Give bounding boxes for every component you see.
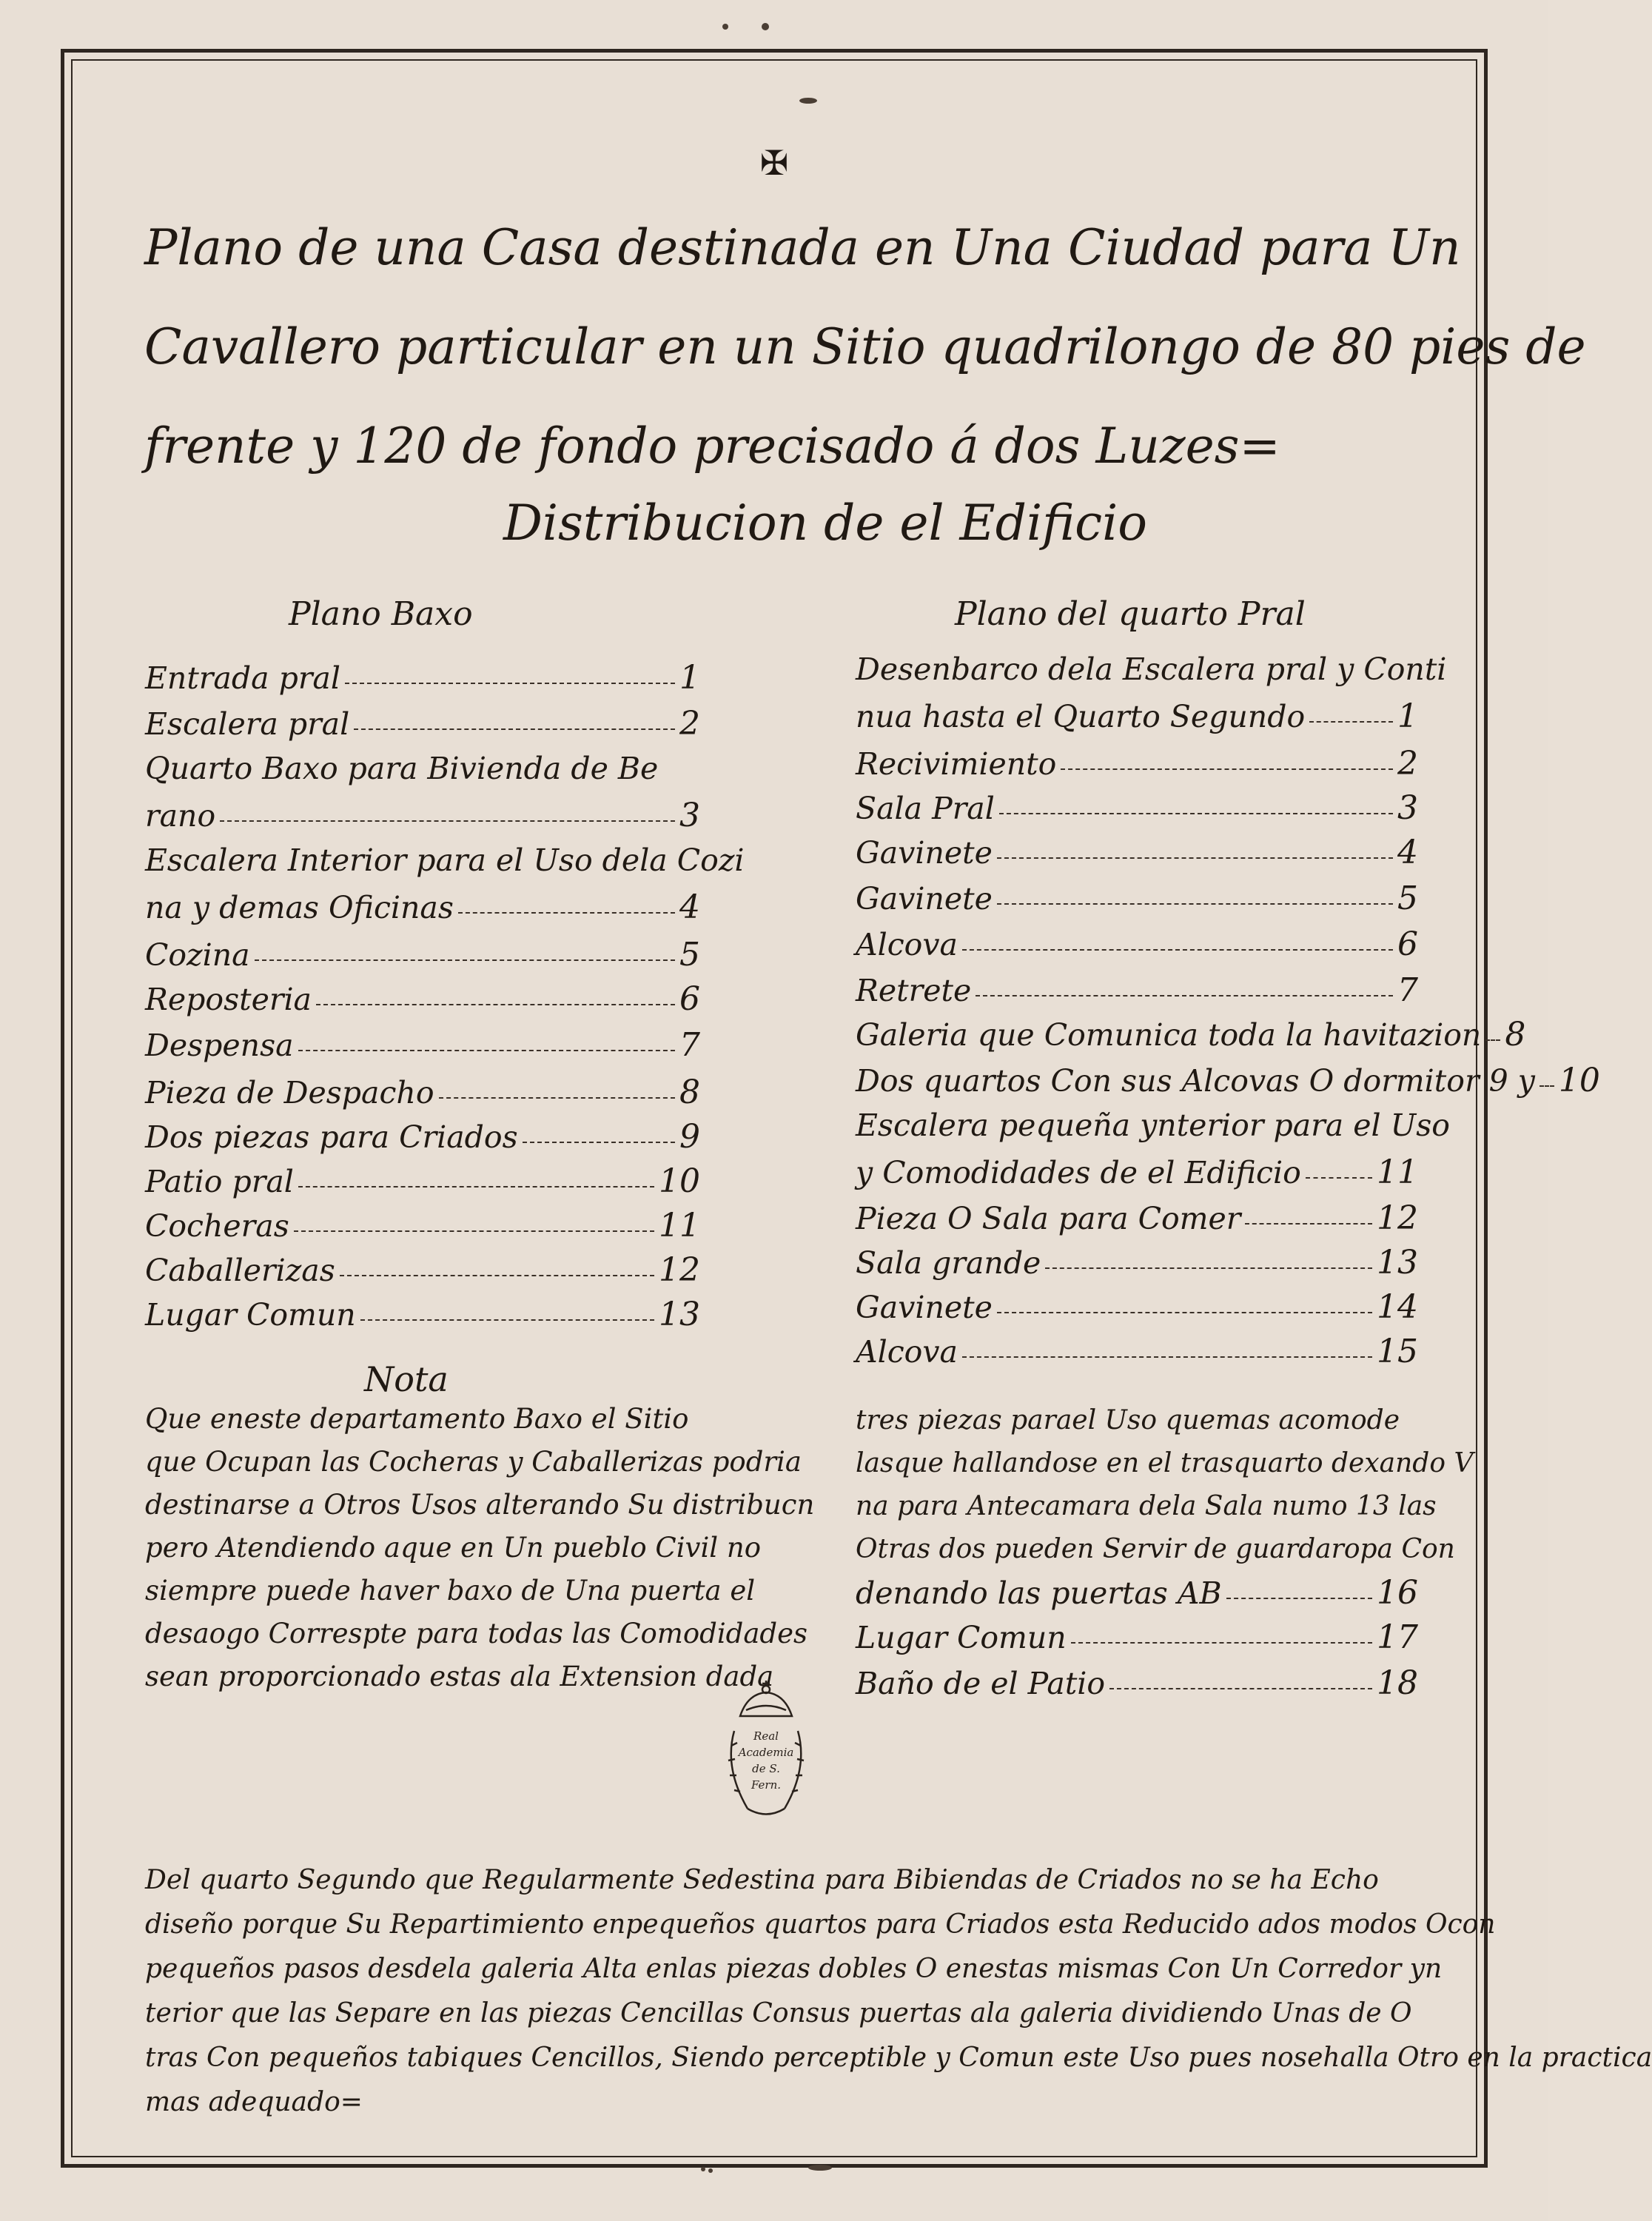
item-number: 7 — [679, 1026, 700, 1064]
leader-dots — [997, 903, 1393, 905]
list-item — [145, 980, 700, 1018]
title-line: frente y 120 de fondo precisado á dos Luzes= — [144, 418, 1280, 475]
footer-line: terior que las Separe en las piezas Cencillas Consus puertas ala galeria dividiendo Unas de O — [145, 1998, 1412, 2029]
item-label: Recivimiento — [856, 746, 1057, 782]
footer-line: diseño porque Su Repartimiento enpequeños quartos para Criados esta Reducido ados modos Ocon — [145, 1909, 1496, 1940]
leader-dots — [1245, 1223, 1372, 1225]
list-item — [856, 925, 1418, 963]
item-label: Galeria que Comunica toda la havitazion — [856, 1017, 1482, 1053]
document-subtitle: Distribucion de el Edificio — [503, 495, 1147, 552]
item-number: 4 — [1397, 834, 1418, 871]
item-number: 3 — [1397, 789, 1418, 827]
list-item — [856, 1618, 1418, 1656]
item-label: Baño de el Patio — [856, 1666, 1106, 1701]
nota-line: Que eneste departamento Baxo el Sitio — [145, 1403, 689, 1435]
leader-dots — [1045, 1267, 1372, 1269]
item-label: Gavinete — [856, 881, 993, 917]
item-label: Lugar Comun — [856, 1620, 1067, 1655]
item-label: Alcova — [856, 1334, 958, 1370]
item-number: 11 — [659, 1207, 700, 1245]
leader-dots — [360, 1319, 654, 1321]
item-label: denando las puertas AB — [856, 1575, 1222, 1611]
item-number: 12 — [1377, 1199, 1418, 1237]
item-number: 8 — [679, 1073, 700, 1111]
leader-dots — [1061, 768, 1393, 770]
list-item — [145, 1207, 700, 1245]
item-label: Alcova — [856, 927, 958, 962]
leader-dots — [1485, 1039, 1500, 1041]
document-title — [144, 198, 1586, 496]
stamp-line: Fern. — [751, 1778, 782, 1792]
list-item — [145, 1162, 700, 1200]
item-label: Caballerizas — [145, 1253, 335, 1288]
leader-dots — [1226, 1598, 1372, 1599]
list-item — [856, 789, 1418, 827]
list-item — [856, 971, 1418, 1009]
leader-dots — [962, 949, 1393, 951]
list-item — [145, 936, 700, 974]
list-item — [856, 1333, 1418, 1370]
item-label: Dos piezas para Criados — [145, 1119, 518, 1155]
item-number: 10 — [1558, 1062, 1600, 1099]
list-item — [145, 1026, 700, 1064]
list-item — [145, 1296, 700, 1333]
item-label: Entrada pral — [145, 660, 340, 696]
leader-dots — [523, 1142, 675, 1143]
item-number: 13 — [1377, 1244, 1418, 1282]
item-number: 9 — [679, 1118, 700, 1156]
leader-dots — [999, 813, 1393, 814]
item-number: 10 — [659, 1162, 700, 1200]
footer-paragraph — [145, 1858, 1652, 2125]
item-number: 11 — [1377, 1153, 1418, 1191]
right-note-line: tres piezas parael Uso quemas acomode — [856, 1405, 1400, 1436]
item-label: Sala grande — [856, 1245, 1041, 1281]
item-number: 7 — [1397, 971, 1418, 1009]
item-number: 18 — [1377, 1664, 1418, 1702]
nota-line: pero Atendiendo aque en Un pueblo Civil no — [145, 1532, 761, 1564]
list-item — [145, 659, 700, 697]
item-label: Sala Pral — [856, 791, 995, 826]
item-label: Dos quartos Con sus Alcovas O dormitor 9 y — [856, 1063, 1535, 1099]
list-item — [145, 1251, 700, 1289]
leader-dots — [294, 1230, 654, 1232]
item-label: Cozina — [145, 937, 250, 973]
leader-dots — [997, 1312, 1372, 1313]
stamp-line: de S. — [752, 1762, 780, 1775]
leader-dots — [298, 1050, 675, 1051]
leader-dots — [1309, 721, 1393, 723]
footer-line: Del quarto Segundo que Regularmente Sedestina para Bibiendas de Criados no se ha Echo — [145, 1865, 1379, 1895]
item-number: 1 — [1397, 697, 1418, 735]
stamp-line: Real — [753, 1729, 779, 1743]
item-number: 5 — [1397, 880, 1418, 917]
nota-heading: Nota — [364, 1359, 449, 1399]
list-item — [856, 697, 1418, 735]
item-label: Patio pral — [145, 1164, 294, 1199]
stamp-line: Academia — [738, 1746, 794, 1759]
item-label: Lugar Comun — [145, 1297, 356, 1333]
item-label-continued: y Comodidades de el Edificio — [856, 1155, 1301, 1190]
item-number: 5 — [679, 936, 700, 974]
nota-line: siempre puede haver baxo de Una puerta el — [145, 1575, 756, 1607]
leader-dots — [298, 1186, 654, 1187]
list-item — [856, 1016, 1526, 1053]
leader-dots — [354, 728, 675, 730]
item-label-continued: na y demas Oficinas — [145, 890, 454, 925]
item-label: Gavinete — [856, 835, 993, 871]
item-label: Quarto Baxo para Bivienda de Be — [145, 751, 659, 786]
item-number: 12 — [659, 1251, 700, 1289]
item-number: 2 — [679, 705, 700, 743]
leader-dots — [316, 1004, 675, 1005]
list-item — [145, 705, 700, 743]
leader-dots — [976, 995, 1393, 996]
item-number: 4 — [679, 888, 700, 926]
leader-dots — [220, 820, 675, 822]
item-label: Escalera pral — [145, 706, 350, 742]
leader-dots — [1109, 1688, 1372, 1689]
item-label: Reposteria — [145, 982, 312, 1017]
right-note-last-row — [856, 1574, 1418, 1618]
leader-dots — [439, 1097, 675, 1099]
list-item-first-line — [856, 651, 1446, 687]
item-label: Gavinete — [856, 1290, 993, 1325]
list-item — [856, 1153, 1418, 1191]
right-note — [856, 1399, 1474, 1571]
leader-dots — [340, 1275, 654, 1276]
footer-line: tras Con pequeños tabiques Cencillos, Siendo perceptible y Comun este Uso pues nosehalla Otro en la practica — [145, 2043, 1652, 2073]
nota-line: desaogo Correspte para todas las Comodidades — [145, 1618, 807, 1649]
plano-quarto-heading: Plano del quarto Pral — [955, 595, 1306, 633]
list-item — [856, 1062, 1600, 1099]
cross-icon: ✠ — [759, 143, 789, 183]
item-number: 16 — [1377, 1574, 1418, 1612]
item-label: Retrete — [856, 973, 972, 1008]
leader-dots — [1071, 1642, 1372, 1644]
leader-dots — [458, 912, 675, 914]
right-note-line: na para Antecamara dela Sala numo 13 las — [856, 1491, 1437, 1521]
list-item-first-line — [145, 751, 658, 786]
item-label: Pieza de Despacho — [145, 1075, 434, 1110]
leader-dots — [1306, 1177, 1372, 1179]
item-label-continued: rano — [145, 798, 216, 834]
item-number: 1 — [679, 659, 700, 697]
title-line: Plano de una Casa destinada en Una Ciudad para Un — [144, 219, 1461, 276]
list-item-first-line — [856, 1108, 1450, 1143]
item-number: 8 — [1505, 1016, 1526, 1053]
footer-line: pequeños pasos desdela galeria Alta enlas piezas dobles O enestas mismas Con Un Corredor yn — [145, 1954, 1443, 1984]
right-note-line: lasque hallandose en el trasquarto dexando V — [856, 1448, 1474, 1478]
leader-dots — [1539, 1085, 1554, 1087]
item-label: Cocheras — [145, 1208, 289, 1244]
nota-text — [145, 1398, 815, 1698]
list-item — [856, 834, 1418, 871]
item-number: 2 — [1397, 745, 1418, 783]
list-item — [145, 797, 700, 834]
item-label: Escalera pequeña ynterior para el Uso — [856, 1108, 1450, 1143]
list-item — [856, 1574, 1418, 1612]
academy-stamp — [718, 1679, 814, 1827]
list-item-first-line — [145, 842, 745, 878]
title-line: Cavallero particular en un Sitio quadrilongo de 80 pies de — [144, 318, 1586, 375]
right-note-line: Otras dos pueden Servir de guardaropa Con — [856, 1534, 1455, 1564]
list-item — [856, 1288, 1418, 1326]
item-label: Despensa — [145, 1028, 294, 1063]
nota-line: que Ocupan las Cocheras y Caballerizas podria — [145, 1446, 802, 1478]
list-item — [856, 1244, 1418, 1282]
list-item — [145, 888, 700, 926]
leader-dots — [345, 683, 675, 684]
item-number: 6 — [1397, 925, 1418, 963]
item-number: 6 — [679, 980, 700, 1018]
list-item — [145, 1073, 700, 1111]
list-item — [856, 1199, 1418, 1237]
list-item — [856, 745, 1418, 783]
leader-dots — [962, 1356, 1372, 1358]
plano-baxo-heading: Plano Baxo — [289, 595, 473, 633]
item-label: Desenbarco dela Escalera pral y Conti — [856, 651, 1447, 687]
item-number: 3 — [679, 797, 700, 834]
leader-dots — [997, 857, 1393, 859]
item-label: Pieza O Sala para Comer — [856, 1201, 1241, 1236]
nota-line: destinarse a Otros Usos alterando Su distribucn — [145, 1489, 815, 1521]
leader-dots — [255, 959, 675, 961]
nota-line: sean proporcionado estas ala Extension dada — [145, 1661, 774, 1692]
item-number: 13 — [659, 1296, 700, 1333]
footer-line: mas adequado= — [145, 2087, 363, 2117]
item-label: Escalera Interior para el Uso dela Cozi — [145, 842, 745, 878]
list-item — [145, 1118, 700, 1156]
list-item — [856, 1664, 1418, 1702]
item-number: 14 — [1377, 1288, 1418, 1326]
item-number: 17 — [1377, 1618, 1418, 1656]
item-label-continued: nua hasta el Quarto Segundo — [856, 699, 1306, 734]
list-item — [856, 880, 1418, 917]
item-number: 15 — [1377, 1333, 1418, 1370]
